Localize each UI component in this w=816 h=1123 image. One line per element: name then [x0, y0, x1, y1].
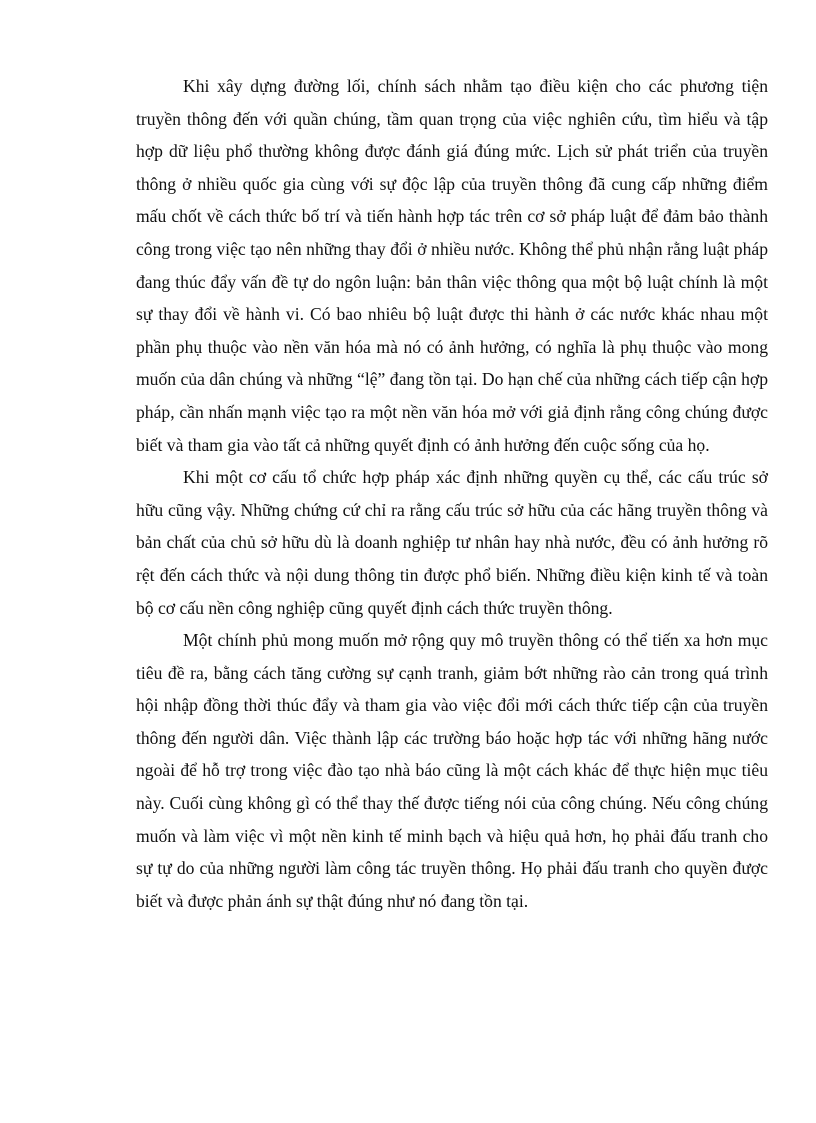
body-text — [136, 70, 768, 917]
paragraph-1: Khi xây dựng đường lối, chính sách nhằm tạo điều kiện cho các phương tiện truyền thông đến với quần chúng, tầm quan trọng của việc nghiên cứu, tìm hiểu và tập hợp dữ liệu phổ thường không được đánh giá đúng mức. Lịch sử phát triển của truyền thông ở nhiều quốc gia cùng với sự độc lập của truyền thông đã cung cấp những điểm mấu chốt về cách thức bố trí và tiến hành hợp tác trên cơ sở pháp luật để đảm bảo thành công trong việc tạo nên những thay đổi ở nhiều nước. Không thể phủ nhận rằng luật pháp đang thúc đẩy vấn đề tự do ngôn luận: bản thân việc thông qua một bộ luật chính là một sự thay đổi về hành vi. Có bao nhiêu bộ luật được thi hành ở các nước khác nhau một phần phụ thuộc vào nền văn hóa mà nó có ảnh hưởng, có nghĩa là phụ thuộc vào mong muốn của dân chúng và những “lệ” đang tồn tại. Do hạn chế của những cách tiếp cận hợp pháp, cần nhấn mạnh việc tạo ra một nền văn hóa mở với giả định rằng công chúng được biết và tham gia vào tất cả những quyết định có ảnh hưởng đến cuộc sống của họ. — [136, 76, 768, 455]
paragraph-2: Khi một cơ cấu tổ chức hợp pháp xác định những quyền cụ thể, các cấu trúc sở hữu cũng vậy. Những chứng cứ chỉ ra rằng cấu trúc sở hữu của các hãng truyền thông và bản chất của chủ sở hữu dù là doanh nghiệp tư nhân hay nhà nước, đều có ảnh hưởng rõ rệt đến cách thức và nội dung thông tin được phổ biến. Những điều kiện kinh tế và toàn bộ cơ cấu nền công nghiệp cũng quyết định cách thức truyền thông. — [136, 467, 768, 618]
paragraph-3: Một chính phủ mong muốn mở rộng quy mô truyền thông có thể tiến xa hơn mục tiêu đề ra, bằng cách tăng cường sự cạnh tranh, giảm bớt những rào cản trong quá trình hội nhập đồng thời thúc đẩy và tham gia vào việc đổi mới cách thức tiếp cận của truyền thông đến người dân. Việc thành lập các trường báo hoặc hợp tác với những hãng nước ngoài để hỗ trợ trong việc đào tạo nhà báo cũng là một cách khác để thực hiện mục tiêu này. Cuối cùng không gì có thể thay thế được tiếng nói của công chúng. Nếu công chúng muốn và làm việc vì một nền kinh tế minh bạch và hiệu quả hơn, họ phải đấu tranh cho sự tự do của những người làm công tác truyền thông. Họ phải đấu tranh cho quyền được biết và được phản ánh sự thật đúng như nó đang tồn tại. — [136, 630, 768, 911]
